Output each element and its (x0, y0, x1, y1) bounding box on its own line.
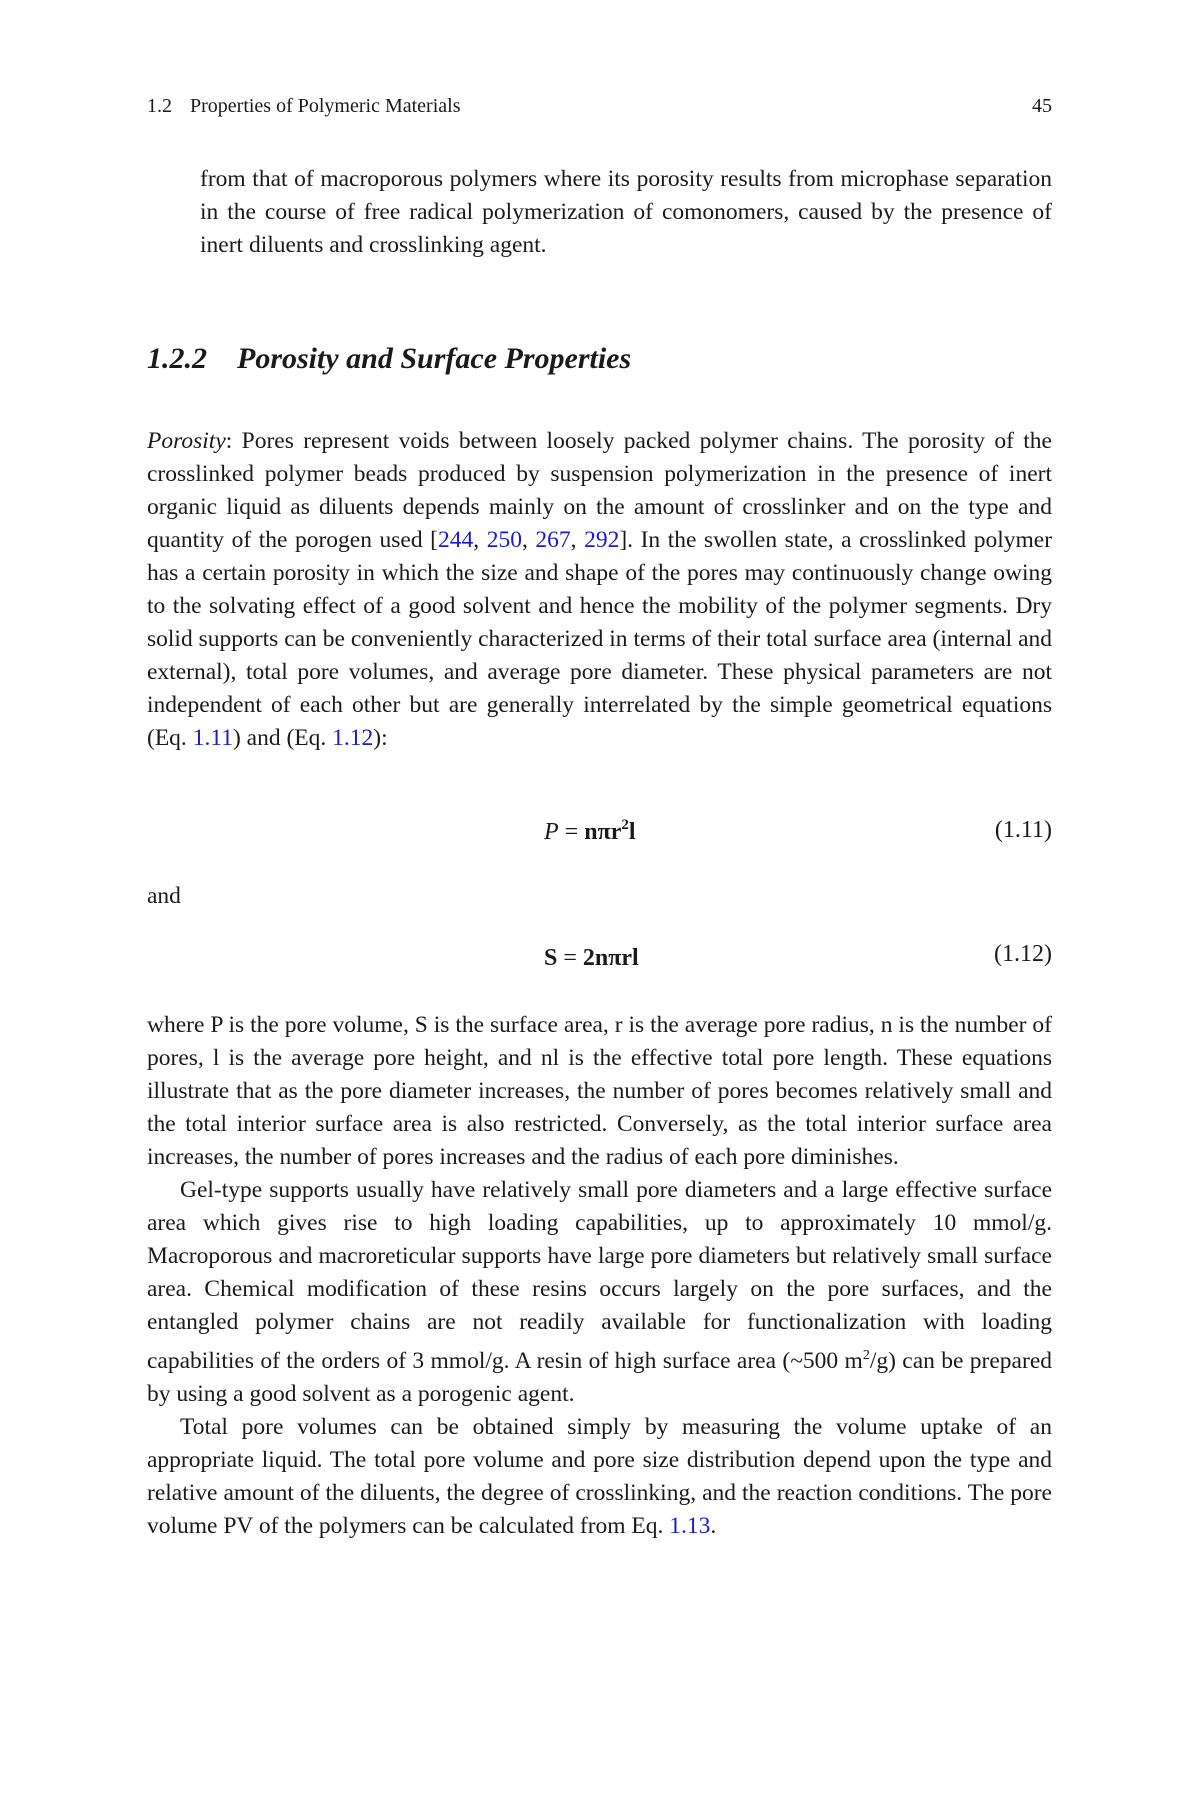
pv-text-2: . (710, 1512, 717, 1539)
equation-label: (1.12) (994, 941, 1052, 967)
eq-rhs-tail: l (628, 819, 636, 845)
equation-1-11 (147, 817, 1052, 851)
running-head (147, 95, 1052, 118)
gel-paragraph (147, 1174, 1052, 1411)
equation-link-1-13[interactable]: 1.13 (669, 1512, 711, 1539)
porosity-text-2: ]. In the swollen state, a crosslinked polymer has a certain porosity in which the size and shape of the pores may continuously change owing to the solvating effect of a good solvent and hence the mobility of the polymer segments. Dry solid supports can be conveniently characterized in terms of their total surface area (internal and external), total pore volumes, and average pore diameter. These physical parameters are not independent of each other but are generally interrelated by the simple geometrical equations (Eq. (147, 527, 1053, 751)
eq-equals: = (558, 819, 585, 845)
citation-link[interactable]: 267 (535, 527, 571, 553)
gel-text-1: Gel-type supports usually have relatively small pore diameters and a large effective surface area which gives rise to high loading capabilities, up to approximately 10 mmol/g. Macroporous and macroreticular supports have large pore diameters but relatively small surface area. Chemical modification of these resins occurs largely on the pore surfaces, and the entangled polymer chains are not readily available for functionalization with loading capabilities of the orders of 3 mmol/g. A resin of high surface area (~500 m (147, 1177, 1052, 1374)
section-heading-title: Porosity and Surface Properties (237, 342, 632, 375)
porosity-paragraph (147, 425, 1052, 755)
superscript: 2 (862, 1348, 870, 1363)
porosity-lead: Porosity (147, 428, 226, 454)
section-number: 1.2 (147, 95, 172, 117)
citation-link[interactable]: 244 (438, 527, 474, 553)
equation-link-1-12[interactable]: 1.12 (332, 725, 374, 751)
eq-rhs: nπr (584, 819, 622, 845)
eq-lhs: P (544, 819, 559, 845)
gel-text-2: /g) can be prepared by using a good solvent as a porogenic agent. (147, 1347, 1052, 1407)
body-text (147, 1009, 1052, 1543)
section-heading-number: 1.2.2 (147, 342, 207, 375)
eq-lhs: S (544, 945, 558, 971)
porosity-text-3: ) and (Eq. (232, 725, 333, 751)
equation-expression (544, 817, 636, 846)
intro-paragraph (200, 163, 1052, 262)
equation-label: (1.11) (994, 817, 1052, 843)
section-title: Properties of Polymeric Materials (190, 95, 461, 117)
eq-superscript: 2 (621, 817, 629, 833)
equation-link-1-11[interactable]: 1.11 (192, 725, 233, 751)
equation-expression (544, 945, 639, 972)
connector-text: and (147, 883, 181, 909)
citation-link[interactable]: 292 (584, 527, 620, 553)
page-number: 45 (1032, 95, 1052, 117)
pore-volume-paragraph (147, 1411, 1052, 1543)
where-paragraph: where P is the pore volume, S is the surface area, r is the average pore radius, n is the number of pores, l is the average pore height, and nl is the effective total pore length. These equations illustrate that as the pore diameter increases, the number of pores becomes relatively small and the total interior surface area is also restricted. Conversely, as the total interior surface area increases, the number of pores increases and the radius of each pore diminishes. (147, 1012, 1052, 1170)
porosity-text: Porosity: Pores represent voids between loosely packed polymer chains. The porosity of the crosslinked polymer beads produced by suspension polymerization in the presence of inert organic liquid as diluents depends mainly on the amount of crosslinker and on the type and quantity of the porogen used [244, 250, 267, 292]. In the swollen state, a crosslinked polymer has a certain porosity in which the size and shape of the pores may continuously change owing to the solvating effect of a good solvent and hence the mobility of the polymer segments. Dry solid supports can be conveniently characterized in terms of their total surface area (internal and external), total pore volumes, and average pore diameter. These physical parameters are not independent of each other but are generally interrelated by the simple geometrical equations (Eq. 1.11) and (Eq. 1.12): (147, 428, 1053, 751)
running-head-title (147, 95, 461, 118)
section-heading (147, 342, 631, 376)
equation-1-12 (147, 941, 1052, 979)
porosity-text-4: ): (373, 725, 388, 751)
pv-text-1: Total pore volumes can be obtained simply by measuring the volume uptake of an appropriate liquid. The total pore volume and pore size distribution depend upon the type and relative amount of the diluents, the degree of crosslinking, and the reaction conditions. The pore volume PV of the polymers can be calculated from Eq. (147, 1413, 1052, 1539)
eq-rhs: 2nπrl (582, 945, 639, 971)
eq-equals: = (557, 945, 583, 971)
intro-text: from that of macroporous polymers where its porosity results from microphase separation in the course of free radical polymerization of comonomers, caused by the presence of inert diluents and crosslinking agent. (200, 166, 1052, 258)
porosity-text-1: : Pores represent voids between loosely packed polymer chains. The porosity of the crosslinked polymer beads produced by suspension polymerization in the presence of inert organic liquid as diluents depends mainly on the amount of crosslinker and on the type and quantity of the porogen used [ (147, 428, 1052, 553)
citation-link[interactable]: 250 (486, 527, 522, 553)
